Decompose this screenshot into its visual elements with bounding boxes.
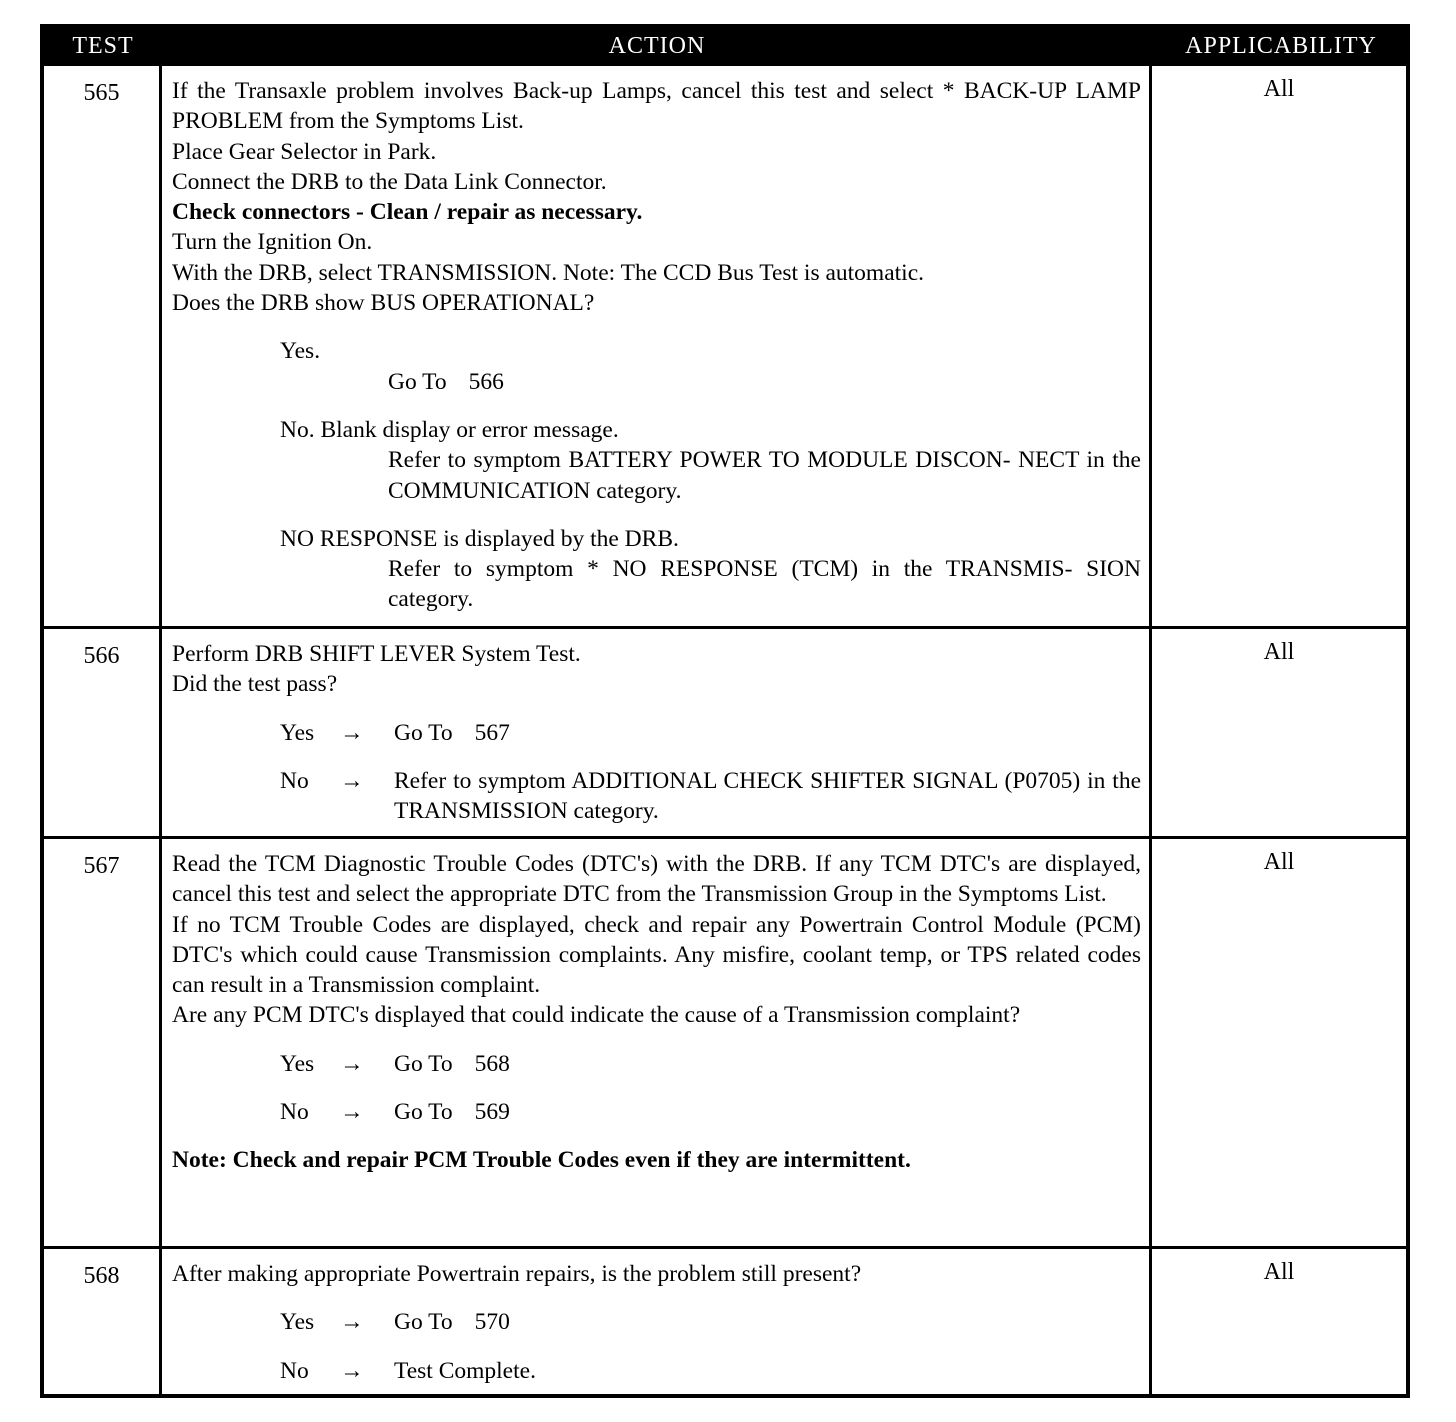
arrow-icon: → — [340, 1357, 364, 1384]
header-applicability: APPLICABILITY — [1185, 33, 1377, 59]
action-text: Place Gear Selector in Park. — [172, 138, 437, 165]
arrow-icon: → — [340, 1099, 364, 1126]
action-text: With the DRB, select TRANSMISSION. Note: The CCD Bus Test is automatic. — [172, 259, 924, 286]
answer-yes — [280, 718, 1141, 748]
arrow-icon: → — [340, 767, 364, 794]
answer-no — [280, 1097, 1141, 1127]
header-action: ACTION — [608, 33, 706, 59]
action-question: After making appropriate Powertrain repairs, is the problem still present? — [172, 1261, 862, 1287]
goto-text: Go To — [388, 368, 447, 395]
arrow-icon: → — [340, 1309, 364, 1336]
action-cell — [162, 1249, 1152, 1394]
action-note: Note: Check and repair PCM Trouble Codes even if they are intermittent. — [172, 1147, 911, 1174]
answer-result: Refer to symptom BATTERY POWER TO MODULE DISCON- NECT in the COMMUNICATION category. — [388, 447, 1141, 504]
applicability-cell: All — [1263, 76, 1295, 102]
answer-label: NO RESPONSE is displayed by the DRB. — [280, 525, 679, 552]
action-text: If no TCM Trouble Codes are displayed, check and repair any Powertrain Control Module (PCM) DTC's which could cause Transmission complaints. Any misfire, coolant temp, or TPS related codes can result in a Transmission complaint. — [172, 911, 1141, 999]
table-row-566 — [44, 626, 1406, 838]
goto-text: Go To — [394, 1099, 453, 1126]
table-row-567 — [44, 836, 1406, 1248]
arrow-icon: → — [340, 1050, 364, 1077]
action-text: Connect the DRB to the Data Link Connector. — [172, 168, 607, 195]
answer-result: Test Complete. — [394, 1357, 536, 1384]
answer-yes — [280, 1307, 1141, 1337]
table-row-565 — [44, 66, 1406, 628]
action-question: Does the DRB show BUS OPERATIONAL? — [172, 290, 595, 317]
goto-number: 568 — [474, 1050, 510, 1077]
action-cell — [162, 839, 1152, 1248]
answer-result: Refer to symptom * NO RESPONSE (TCM) in the TRANSMIS- SION category. — [388, 556, 1141, 613]
action-question: Did the test pass? — [172, 671, 338, 698]
header-test: TEST — [72, 33, 134, 59]
answer-label: No — [280, 1099, 309, 1126]
action-text: Turn the Ignition On. — [172, 229, 373, 256]
answer-no — [280, 766, 1141, 827]
answer-label: Yes — [280, 719, 315, 746]
answer-result — [388, 367, 1141, 397]
test-number: 568 — [44, 1249, 162, 1394]
action-cell — [162, 629, 1152, 838]
diagnostic-test-table — [40, 24, 1410, 1398]
goto-number: 570 — [474, 1309, 510, 1336]
arrow-icon: → — [340, 719, 364, 746]
test-number: 565 — [44, 66, 162, 628]
answer-no — [280, 1356, 1141, 1386]
action-cell — [162, 66, 1152, 628]
answer-label: Yes — [280, 1309, 315, 1336]
goto-text: Go To — [394, 719, 453, 746]
table-row-568 — [44, 1246, 1406, 1394]
test-number: 566 — [44, 629, 162, 838]
goto-number: 569 — [474, 1099, 510, 1126]
answer-result: Refer to symptom ADDITIONAL CHECK SHIFTER SIGNAL (P0705) in the TRANSMISSION category. — [394, 767, 1141, 825]
answer-label: Yes. — [280, 338, 321, 365]
action-question: Are any PCM DTC's displayed that could indicate the cause of a Transmission complaint? — [172, 1002, 1021, 1029]
applicability-cell: All — [1263, 1259, 1295, 1285]
answer-label: Yes — [280, 1050, 315, 1077]
action-warning: Check connectors - Clean / repair as necessary. — [172, 199, 643, 226]
answer-yes — [280, 1049, 1141, 1079]
answer-label: No — [280, 1357, 309, 1384]
goto-text: Go To — [394, 1309, 453, 1336]
goto-number: 566 — [468, 368, 504, 395]
answer-label: No — [280, 767, 309, 794]
answer-label: No. Blank display or error message. — [280, 416, 619, 443]
goto-text: Go To — [394, 1050, 453, 1077]
action-text: Read the TCM Diagnostic Trouble Codes (DTC's) with the DRB. If any TCM DTC's are displayed, cancel this test and select the appropriate DTC from the Transmission Group in the Symptoms List. — [172, 851, 1141, 908]
action-text: Perform DRB SHIFT LEVER System Test. — [172, 641, 581, 667]
test-number: 567 — [44, 839, 162, 1248]
applicability-cell: All — [1263, 849, 1295, 875]
applicability-cell: All — [1263, 639, 1295, 665]
action-text: If the Transaxle problem involves Back-up Lamps, cancel this test and select * BACK-UP LAMP PROBLEM from the Symptoms List. — [172, 78, 1141, 135]
goto-number: 567 — [474, 719, 510, 746]
table-header — [44, 28, 1406, 66]
